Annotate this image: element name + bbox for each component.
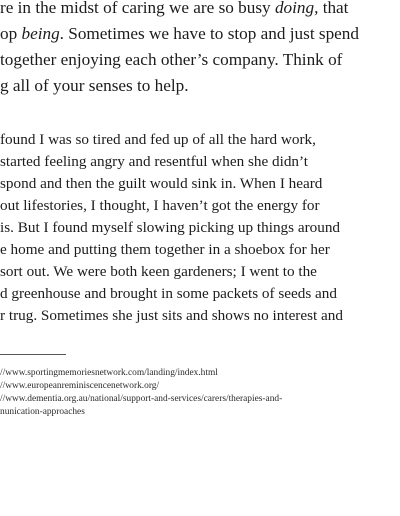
footnote-link[interactable]: //www.sportingmemoriesnetwork.com/landing/index.html (0, 368, 218, 378)
quote-line: is. But I found myself slowing picking up things around (0, 219, 341, 236)
quote-line: out lifestories, I thought, I haven’t got the energy for (0, 197, 320, 214)
quote-line: e home and putting them together in a shoebox for her (0, 241, 330, 258)
footnote-link[interactable]: //www.dementia.org.au/national/support-and-services/carers/therapies-and- (0, 394, 283, 404)
footnote-link-continuation[interactable]: nunication-approaches (0, 407, 85, 417)
quote-line: d greenhouse and brought in some packets of seeds and (0, 285, 337, 302)
emphasis-being: being (21, 24, 60, 43)
quote-line: found I was so tired and fed up of all the hard work, (0, 131, 316, 148)
quote-line: sort out. We were both keen gardeners; I went to the (0, 263, 317, 280)
intro-line: together enjoying each other’s company. Think of (0, 50, 343, 69)
quote-line: r trug. Sometimes she just sits and shows no interest and (0, 307, 343, 324)
footnote-divider (0, 354, 66, 355)
quote-line: spond and then the guilt would sink in. When I heard (0, 175, 323, 192)
intro-line: g all of your senses to help. (0, 76, 189, 95)
intro-line: re in the midst of caring we are so busy doing, that (0, 0, 349, 17)
intro-line: op being. Sometimes we have to stop and just spend (0, 24, 359, 43)
quote-line: started feeling angry and resentful when she didn’t (0, 153, 309, 170)
emphasis-doing: doing, (274, 0, 319, 17)
footnote-link[interactable]: //www.europeanreminiscencenetwork.org/ (0, 381, 160, 391)
